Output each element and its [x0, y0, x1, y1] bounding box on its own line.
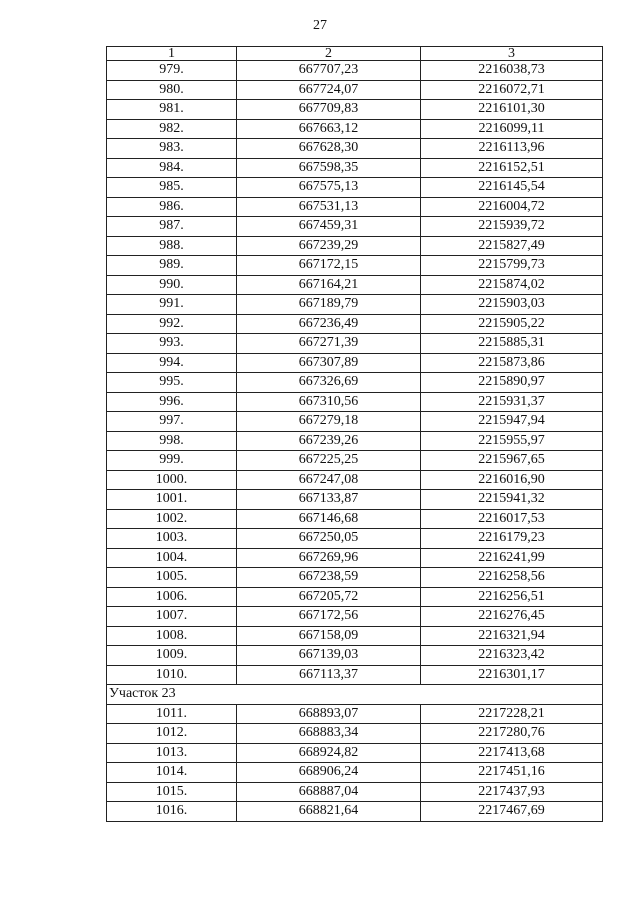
table-row [107, 607, 603, 627]
point-number-cell: 992. [107, 314, 237, 334]
table-row [107, 743, 603, 763]
x-coordinate-cell: 667575,13 [237, 178, 421, 198]
y-coordinate-cell: 2215874,02 [421, 275, 603, 295]
table-row [107, 704, 603, 724]
x-coordinate-cell: 667158,09 [237, 626, 421, 646]
table-row [107, 548, 603, 568]
point-number-cell: 993. [107, 334, 237, 354]
table-row [107, 217, 603, 237]
table-row [107, 470, 603, 490]
section-label: Участок 23 [107, 685, 603, 705]
x-coordinate-cell: 667238,59 [237, 568, 421, 588]
point-number-cell: 987. [107, 217, 237, 237]
table-row [107, 158, 603, 178]
x-coordinate-cell: 667236,49 [237, 314, 421, 334]
x-coordinate-cell: 667239,29 [237, 236, 421, 256]
column-header-x: 2 [237, 47, 421, 61]
y-coordinate-cell: 2216179,23 [421, 529, 603, 549]
y-coordinate-cell: 2215827,49 [421, 236, 603, 256]
y-coordinate-cell: 2216241,99 [421, 548, 603, 568]
table-row [107, 626, 603, 646]
point-number-cell: 995. [107, 373, 237, 393]
point-number-cell: 1005. [107, 568, 237, 588]
y-coordinate-cell: 2216321,94 [421, 626, 603, 646]
y-coordinate-cell: 2216258,56 [421, 568, 603, 588]
x-coordinate-cell: 667113,37 [237, 665, 421, 685]
table-row [107, 139, 603, 159]
table-row [107, 529, 603, 549]
point-number-cell: 997. [107, 412, 237, 432]
x-coordinate-cell: 667279,18 [237, 412, 421, 432]
y-coordinate-cell: 2216099,11 [421, 119, 603, 139]
y-coordinate-cell: 2215885,31 [421, 334, 603, 354]
x-coordinate-cell: 667247,08 [237, 470, 421, 490]
table-row [107, 275, 603, 295]
y-coordinate-cell: 2216323,42 [421, 646, 603, 666]
y-coordinate-cell: 2216145,54 [421, 178, 603, 198]
point-number-cell: 986. [107, 197, 237, 217]
table-row [107, 334, 603, 354]
y-coordinate-cell: 2216152,51 [421, 158, 603, 178]
x-coordinate-cell: 667239,26 [237, 431, 421, 451]
point-number-cell: 1015. [107, 782, 237, 802]
y-coordinate-cell: 2215931,37 [421, 392, 603, 412]
point-number-cell: 1010. [107, 665, 237, 685]
y-coordinate-cell: 2216113,96 [421, 139, 603, 159]
table-row [107, 236, 603, 256]
point-number-cell: 1011. [107, 704, 237, 724]
x-coordinate-cell: 668906,24 [237, 763, 421, 783]
table-row [107, 178, 603, 198]
x-coordinate-cell: 667724,07 [237, 80, 421, 100]
table-row [107, 412, 603, 432]
y-coordinate-cell: 2216004,72 [421, 197, 603, 217]
y-coordinate-cell: 2215947,94 [421, 412, 603, 432]
y-coordinate-cell: 2216038,73 [421, 61, 603, 81]
x-coordinate-cell: 667663,12 [237, 119, 421, 139]
point-number-cell: 991. [107, 295, 237, 315]
table-row [107, 646, 603, 666]
y-coordinate-cell: 2216301,17 [421, 665, 603, 685]
y-coordinate-cell: 2217228,21 [421, 704, 603, 724]
y-coordinate-cell: 2216017,53 [421, 509, 603, 529]
table-row [107, 373, 603, 393]
table-row [107, 61, 603, 81]
table-row [107, 431, 603, 451]
point-number-cell: 985. [107, 178, 237, 198]
point-number-cell: 1014. [107, 763, 237, 783]
x-coordinate-cell: 667139,03 [237, 646, 421, 666]
y-coordinate-cell: 2217413,68 [421, 743, 603, 763]
column-header-y: 3 [421, 47, 603, 61]
table-row [107, 119, 603, 139]
table-row [107, 100, 603, 120]
x-coordinate-cell: 667146,68 [237, 509, 421, 529]
x-coordinate-cell: 667205,72 [237, 587, 421, 607]
x-coordinate-cell: 667598,35 [237, 158, 421, 178]
x-coordinate-cell: 667310,56 [237, 392, 421, 412]
y-coordinate-cell: 2217437,93 [421, 782, 603, 802]
table-row [107, 197, 603, 217]
table-row [107, 763, 603, 783]
table-row [107, 665, 603, 685]
y-coordinate-cell: 2215890,97 [421, 373, 603, 393]
table-row [107, 451, 603, 471]
x-coordinate-cell: 668887,04 [237, 782, 421, 802]
table-row [107, 509, 603, 529]
point-number-cell: 998. [107, 431, 237, 451]
y-coordinate-cell: 2215799,73 [421, 256, 603, 276]
point-number-cell: 990. [107, 275, 237, 295]
x-coordinate-cell: 667225,25 [237, 451, 421, 471]
x-coordinate-cell: 667172,15 [237, 256, 421, 276]
x-coordinate-cell: 667459,31 [237, 217, 421, 237]
y-coordinate-cell: 2216016,90 [421, 470, 603, 490]
point-number-cell: 983. [107, 139, 237, 159]
point-number-cell: 979. [107, 61, 237, 81]
y-coordinate-cell: 2215939,72 [421, 217, 603, 237]
point-number-cell: 1012. [107, 724, 237, 744]
x-coordinate-cell: 667709,83 [237, 100, 421, 120]
y-coordinate-cell: 2215967,65 [421, 451, 603, 471]
point-number-cell: 980. [107, 80, 237, 100]
point-number-cell: 1003. [107, 529, 237, 549]
point-number-cell: 1004. [107, 548, 237, 568]
x-coordinate-cell: 667164,21 [237, 275, 421, 295]
table-row [107, 295, 603, 315]
x-coordinate-cell: 667189,79 [237, 295, 421, 315]
x-coordinate-cell: 667326,69 [237, 373, 421, 393]
table-row [107, 256, 603, 276]
table-row [107, 782, 603, 802]
y-coordinate-cell: 2215903,03 [421, 295, 603, 315]
y-coordinate-cell: 2216256,51 [421, 587, 603, 607]
x-coordinate-cell: 667269,96 [237, 548, 421, 568]
table-row [107, 724, 603, 744]
table-row [107, 392, 603, 412]
y-coordinate-cell: 2216072,71 [421, 80, 603, 100]
table-row [107, 490, 603, 510]
table-row [107, 802, 603, 822]
point-number-cell: 999. [107, 451, 237, 471]
y-coordinate-cell: 2217280,76 [421, 724, 603, 744]
x-coordinate-cell: 667271,39 [237, 334, 421, 354]
x-coordinate-cell: 668924,82 [237, 743, 421, 763]
section-body [107, 685, 603, 822]
y-coordinate-cell: 2215905,22 [421, 314, 603, 334]
y-coordinate-cell: 2216101,30 [421, 100, 603, 120]
header-row [107, 47, 603, 61]
point-number-cell: 996. [107, 392, 237, 412]
point-number-cell: 1016. [107, 802, 237, 822]
point-number-cell: 1002. [107, 509, 237, 529]
table-row [107, 80, 603, 100]
page-number: 27 [313, 18, 327, 33]
column-header-point-number: 1 [107, 47, 237, 61]
point-number-cell: 1000. [107, 470, 237, 490]
x-coordinate-cell: 667707,23 [237, 61, 421, 81]
point-number-cell: 1009. [107, 646, 237, 666]
point-number-cell: 982. [107, 119, 237, 139]
coordinates-table [106, 46, 603, 822]
x-coordinate-cell: 667531,13 [237, 197, 421, 217]
point-number-cell: 988. [107, 236, 237, 256]
x-coordinate-cell: 667628,30 [237, 139, 421, 159]
point-number-cell: 1008. [107, 626, 237, 646]
x-coordinate-cell: 668883,34 [237, 724, 421, 744]
y-coordinate-cell: 2215873,86 [421, 353, 603, 373]
x-coordinate-cell: 668893,07 [237, 704, 421, 724]
point-number-cell: 1007. [107, 607, 237, 627]
y-coordinate-cell: 2217451,16 [421, 763, 603, 783]
x-coordinate-cell: 667172,56 [237, 607, 421, 627]
x-coordinate-cell: 667133,87 [237, 490, 421, 510]
point-number-cell: 1001. [107, 490, 237, 510]
point-number-cell: 989. [107, 256, 237, 276]
table-row [107, 568, 603, 588]
point-number-cell: 1006. [107, 587, 237, 607]
table-row [107, 314, 603, 334]
point-number-cell: 981. [107, 100, 237, 120]
point-number-cell: 984. [107, 158, 237, 178]
table-header [107, 47, 603, 61]
x-coordinate-cell: 667307,89 [237, 353, 421, 373]
y-coordinate-cell: 2217467,69 [421, 802, 603, 822]
x-coordinate-cell: 668821,64 [237, 802, 421, 822]
table-row [107, 587, 603, 607]
point-number-cell: 1013. [107, 743, 237, 763]
point-number-cell: 994. [107, 353, 237, 373]
y-coordinate-cell: 2216276,45 [421, 607, 603, 627]
x-coordinate-cell: 667250,05 [237, 529, 421, 549]
y-coordinate-cell: 2215955,97 [421, 431, 603, 451]
section-header-row [107, 685, 603, 705]
table-row [107, 353, 603, 373]
y-coordinate-cell: 2215941,32 [421, 490, 603, 510]
table-body [107, 61, 603, 685]
